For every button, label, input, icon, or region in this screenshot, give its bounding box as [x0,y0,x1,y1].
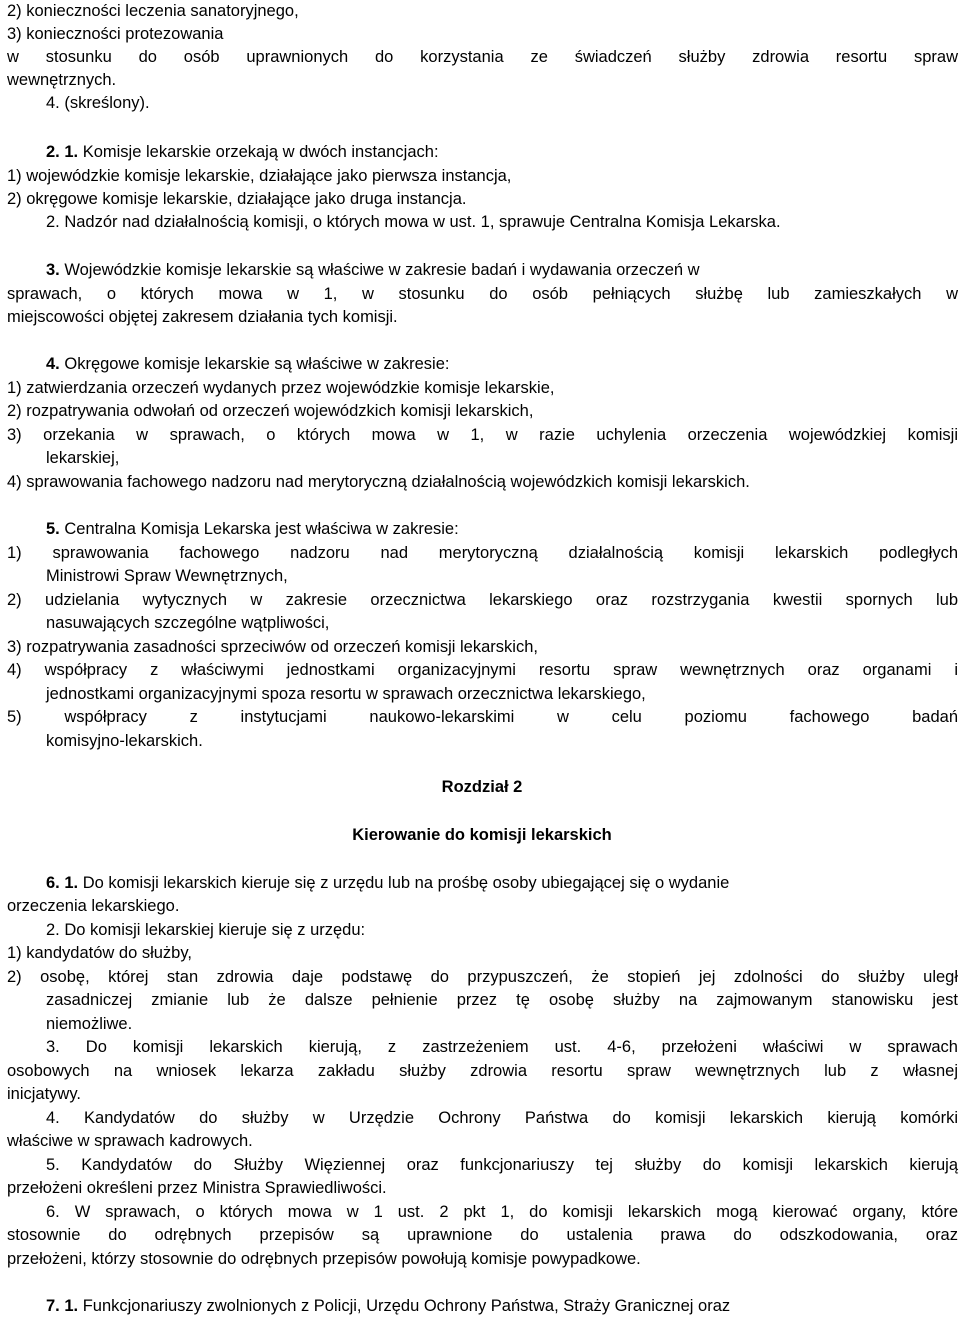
paragraph-6-heading [46,872,958,896]
list-item-continuation: komisyjno-lekarskich. [46,732,203,750]
text-line: w stosunku do osób uprawnionych do korzystania ze świadczeń służby zdrowia resortu spraw [7,48,958,66]
paragraph-7-heading [46,1295,958,1319]
text-line: Okręgowe komisje lekarskie są właściwe w zakresie: [64,355,450,373]
list-item: 1) wojewódzkie komisje lekarskie, działające jako pierwsza instancja, [7,167,512,185]
list-item: 5) współpracy z instytucjami naukowo-lekarskimi w celu poziomu fachowego badań [7,708,958,726]
text-line: stosownie do odrębnych przepisów są uprawnione do ustalenia prawa do odszkodowania, oraz [7,1226,958,1244]
list-item: 2) osobę, której stan zdrowia daje podstawę do przypuszczeń, że stopień jej zdolności do służby uległ [7,968,958,986]
text-line: Do komisji lekarskich kieruje się z urzędu lub na prośbę osoby ubiegającej się o wydanie [82,874,730,892]
text-line: 2. Nadzór nad działalnością komisji, o których mowa w ust. 1, sprawuje Centralna Komisja Lekarska. [46,213,781,231]
text-line: przełożeni określeni przez Ministra Sprawiedliwości. [7,1179,387,1197]
list-item-continuation: jednostkami organizacyjnymi spoza resortu w sprawach orzecznictwa lekarskiego, [46,685,646,703]
list-item-continuation: Ministrowi Spraw Wewnętrznych, [46,567,288,585]
text-line: Wojewódzkie komisje lekarskie są właściwe w zakresie badań i wydawania orzeczeń w [64,261,700,279]
list-item: 1) zatwierdzania orzeczeń wydanych przez wojewódzkie komisje lekarskie, [7,379,555,397]
list-item: 4) współpracy z właściwymi jednostkami organizacyjnymi resortu spraw wewnętrznych oraz organami i [7,661,958,679]
paragraph-5-heading [46,518,459,542]
list-item-continuation: zasadniczej zmianie lub że dalsze pełnienie przez tę osobę służby na zajmowanym stanowisku jest [46,991,958,1009]
list-item: 3) rozpatrywania zasadności sprzeciwów od orzeczeń komisji lekarskich, [7,638,538,656]
text-line: osobowych na wniosek lekarza zakładu służby zdrowia resortu spraw wewnętrznych lub z własnej [7,1062,958,1080]
text-line: 4. Kandydatów do służby w Urzędzie Ochrony Państwa do komisji lekarskich kierują komórki [46,1109,958,1127]
text-line: przełożeni, którzy stosownie do odrębnych przepisów powołują komisje powypadkowe. [7,1250,641,1268]
list-item: 2) udzielania wytycznych w zakresie orzecznictwa lekarskiego oraz rozstrzygania kwestii spornych lub [7,591,958,609]
list-item: 4) sprawowania fachowego nadzoru nad merytoryczną działalnością wojewódzkich komisji lekarskich. [7,473,750,491]
paragraph-mark: 6. 1. [46,874,79,892]
text-line: sprawach, o których mowa w 1, w stosunku do osób pełniących służbę lub zamieszkałych w [7,285,958,303]
paragraph-mark: 5. [46,520,60,538]
paragraph-mark: 3. [46,261,60,279]
list-item: 2) okręgowe komisje lekarskie, działające jako druga instancja. [7,190,467,208]
paragraph-4-heading [46,353,449,377]
chapter-title: Kierowanie do komisji lekarskich [352,826,612,844]
text-line: właściwe w sprawach kadrowych. [7,1132,253,1150]
text-line: 2. Do komisji lekarskiej kieruje się z urzędu: [46,921,366,939]
paragraph-2-heading [46,141,439,165]
text-line: Centralna Komisja Lekarska jest właściwa w zakresie: [64,520,459,538]
paragraph-3-heading [46,259,958,283]
list-item-continuation: niemożliwe. [46,1015,133,1033]
text-line: orzeczenia lekarskiego. [7,897,180,915]
text-line: 2) konieczności leczenia sanatoryjnego, [7,2,299,20]
chapter-number: Rozdział 2 [441,778,523,796]
list-item: 3) orzekania w sprawach, o których mowa w 1, w razie uchylenia orzeczenia wojewódzkiej komisji [7,426,958,444]
list-item-continuation: lekarskiej, [46,449,120,467]
list-item: 1) kandydatów do służby, [7,944,192,962]
text-line: 3) konieczności protezowania [7,25,224,43]
text-line: 5. Kandydatów do Służby Więziennej oraz funkcjonariuszy tej służby do komisji lekarskich kierują [46,1156,958,1174]
text-line: 6. W sprawach, o których mowa w 1 ust. 2 pkt 1, do komisji lekarskich mogą kierować organy, które [46,1203,958,1221]
text-line: 3. Do komisji lekarskich kierują, z zastrzeżeniem ust. 4-6, przełożeni właściwi w sprawach [46,1038,958,1056]
paragraph-mark: 4. [46,355,60,373]
paragraph-mark: 7. 1. [46,1297,79,1315]
text-line: inicjatywy. [7,1085,81,1103]
list-item: 1) sprawowania fachowego nadzoru nad merytoryczną działalnością komisji lekarskich podległych [7,544,958,562]
text-line: 4. (skreślony). [46,94,150,112]
list-item: 2) rozpatrywania odwołań od orzeczeń wojewódzkich komisji lekarskich, [7,402,534,420]
text-line: Komisje lekarskie orzekają w dwóch instancjach: [82,143,439,161]
text-line: Funkcjonariuszy zwolnionych z Policji, Urzędu Ochrony Państwa, Straży Granicznej oraz [82,1297,731,1315]
text-line: miejscowości objętej zakresem działania tych komisji. [7,308,398,326]
text-line: wewnętrznych. [7,71,117,89]
list-item-continuation: nasuwających szczególne wątpliwości, [46,614,330,632]
paragraph-mark: 2. 1. [46,143,79,161]
